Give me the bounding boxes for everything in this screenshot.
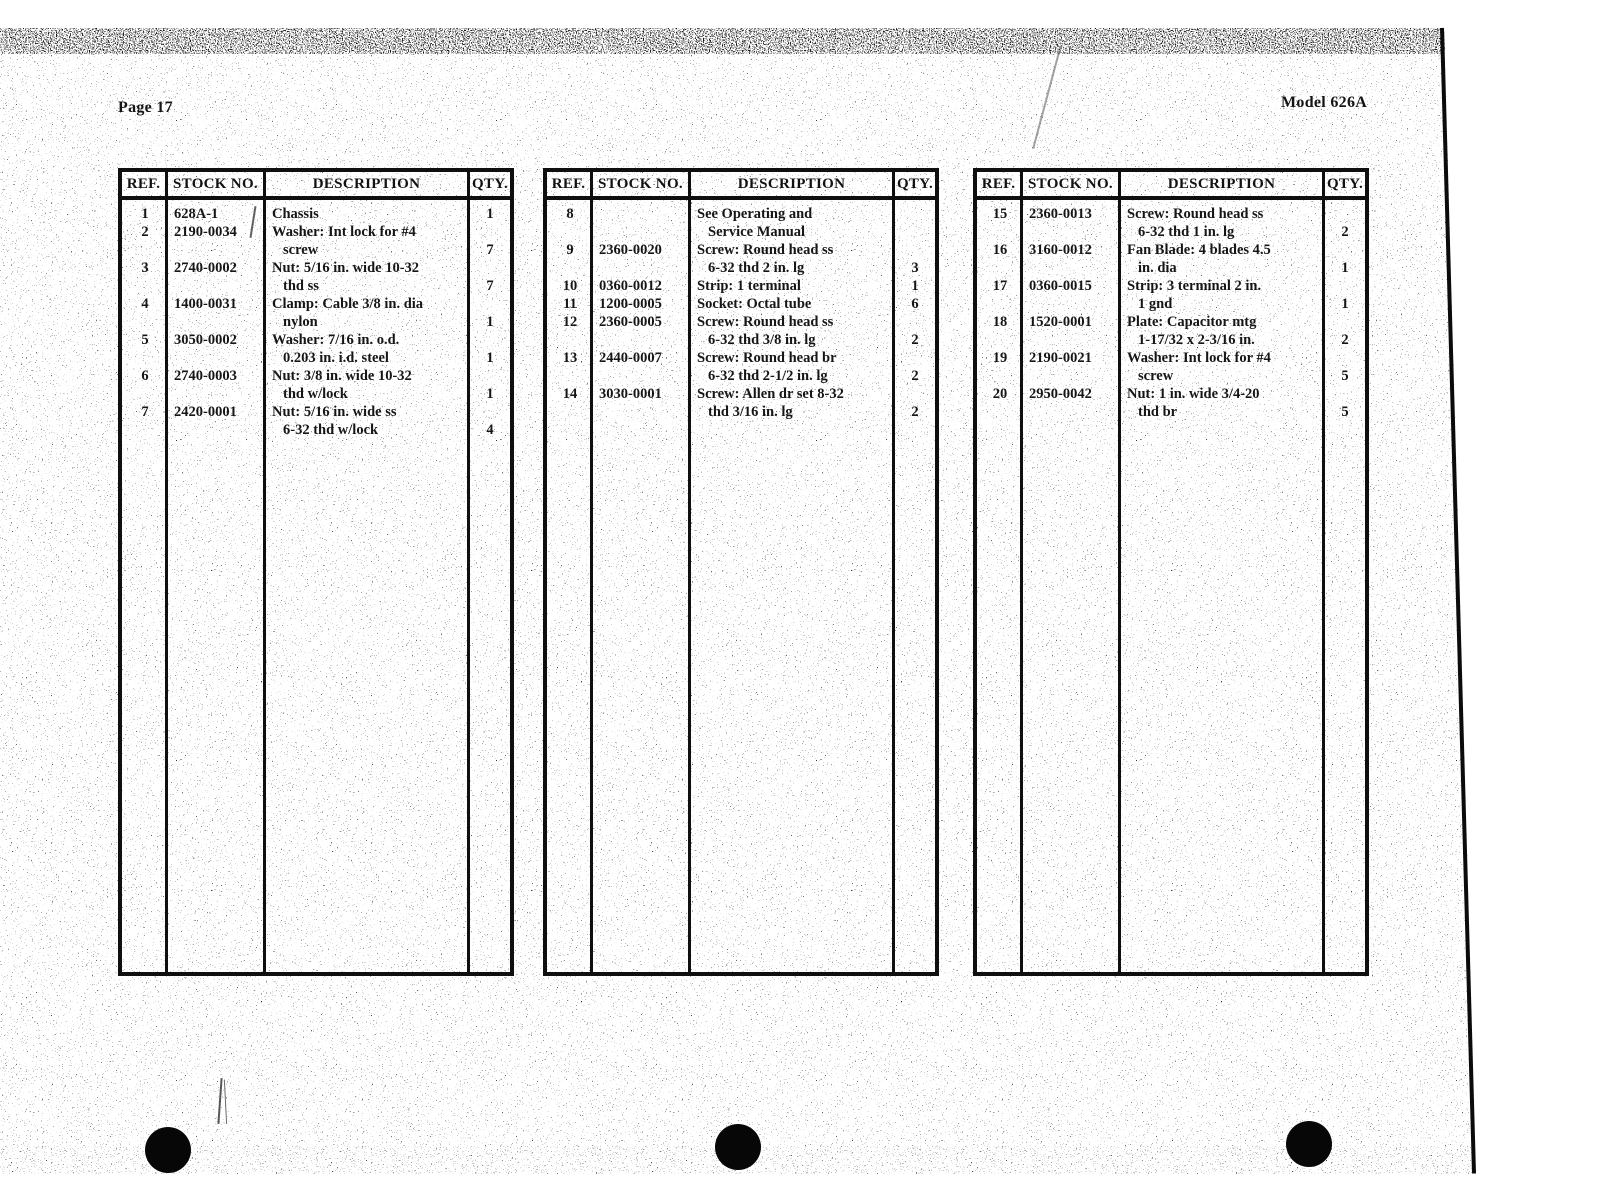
- column-header-ref: REF.: [977, 172, 1023, 196]
- description-line: Nut: 5/16 in. wide 10-32: [272, 260, 420, 276]
- description: [266, 295, 470, 331]
- stock-number: 3050-0002: [174, 332, 237, 348]
- quantity: 7: [486, 278, 494, 294]
- description-line: 6-32 thd w/lock: [283, 422, 379, 438]
- column-header-qty: QTY.: [471, 175, 509, 192]
- description: [266, 259, 470, 295]
- stock-number: 2740-0003: [174, 368, 237, 384]
- ref-number: 4: [141, 296, 149, 312]
- ref-number: 3: [141, 260, 149, 276]
- description: [266, 205, 470, 223]
- table-row: [977, 385, 1365, 421]
- ref-number: 8: [566, 206, 574, 222]
- description-line: Screw: Round head ss: [697, 314, 834, 330]
- table-row: [122, 331, 510, 367]
- description: [691, 241, 895, 277]
- table-body: [547, 200, 935, 972]
- column-header-ref: REF.: [547, 172, 593, 196]
- description-line: See Operating and: [697, 206, 813, 222]
- model-number-label: Model 626A: [1281, 94, 1368, 111]
- description-line: Strip: 3 terminal 2 in.: [1127, 278, 1262, 294]
- table-row: [547, 385, 935, 421]
- table-row: [547, 241, 935, 277]
- ref-number: 17: [992, 278, 1008, 294]
- quantity: 4: [486, 422, 494, 438]
- hole-punch: [145, 1127, 191, 1173]
- table-row: [977, 349, 1365, 385]
- quantity: 3: [911, 260, 919, 276]
- description-line: thd ss: [283, 278, 319, 294]
- quantity: 2: [911, 368, 919, 384]
- quantity: 2: [911, 332, 919, 348]
- quantity: 2: [1341, 332, 1349, 348]
- description-line: Screw: Round head ss: [1127, 206, 1264, 222]
- parts-table-2: [543, 168, 939, 976]
- parts-table-1: [118, 168, 514, 976]
- quantity: 2: [1341, 224, 1349, 240]
- ref-number: 18: [992, 314, 1008, 330]
- description-line: 6-32 thd 1 in. lg: [1138, 224, 1235, 240]
- page-number-label: Page 17: [118, 99, 173, 116]
- ref-number: 16: [992, 242, 1008, 258]
- column-header-qty: QTY.: [896, 175, 934, 192]
- table-header-row: [977, 172, 1365, 200]
- description-line: 6-32 thd 3/8 in. lg: [708, 332, 816, 348]
- table-header-row: [547, 172, 935, 200]
- description-line: Nut: 5/16 in. wide ss: [272, 404, 397, 420]
- description: [1121, 241, 1325, 277]
- table-row: [977, 277, 1365, 313]
- description-line: Nut: 1 in. wide 3/4-20: [1127, 386, 1260, 402]
- ref-number: 10: [562, 278, 578, 294]
- quantity: 1: [486, 314, 494, 330]
- description: [691, 277, 895, 295]
- description-line: Nut: 3/8 in. wide 10-32: [272, 368, 412, 384]
- description: [1121, 313, 1325, 349]
- description-line: thd w/lock: [283, 386, 348, 402]
- description-line: Screw: Round head ss: [697, 242, 834, 258]
- description: [691, 205, 895, 241]
- ref-number: 19: [992, 350, 1008, 366]
- column-header-stockno: STOCK NO.: [593, 172, 691, 196]
- table-row: [977, 313, 1365, 349]
- parts-table-3: [973, 168, 1369, 976]
- table-row: [547, 205, 935, 241]
- description-line: Washer: Int lock for #4: [272, 224, 416, 240]
- description-line: Washer: 7/16 in. o.d.: [272, 332, 400, 348]
- description-line: 0.203 in. i.d. steel: [283, 350, 389, 366]
- ref-number: 12: [562, 314, 578, 330]
- stock-number: 0360-0015: [1029, 278, 1092, 294]
- table-body: [977, 200, 1365, 972]
- description-line: nylon: [283, 314, 318, 330]
- stock-number: 2420-0001: [174, 404, 237, 420]
- ref-number: 2: [141, 224, 149, 240]
- stock-number: 3160-0012: [1029, 242, 1092, 258]
- quantity: 6: [911, 296, 919, 312]
- table-row: [977, 241, 1365, 277]
- quantity: 1: [1341, 260, 1349, 276]
- column-header-description: DESCRIPTION: [266, 172, 470, 196]
- stock-number: 2950-0042: [1029, 386, 1092, 402]
- table-row: [122, 205, 510, 223]
- table-body: [122, 200, 510, 972]
- table-row: [547, 295, 935, 313]
- ref-number: 9: [566, 242, 574, 258]
- table-header-row: [122, 172, 510, 200]
- description-line: in. dia: [1138, 260, 1177, 276]
- description-line: Screw: Allen dr set 8-32: [697, 386, 844, 402]
- stock-number: 2190-0021: [1029, 350, 1092, 366]
- stock-number: 1200-0005: [599, 296, 662, 312]
- table-row: [122, 223, 510, 259]
- ref-number: 15: [992, 206, 1008, 222]
- description: [266, 223, 470, 259]
- description: [691, 385, 895, 421]
- ref-number: 5: [141, 332, 149, 348]
- description: [266, 331, 470, 367]
- column-header-stockno: STOCK NO.: [1023, 172, 1121, 196]
- hole-punch: [715, 1124, 761, 1170]
- quantity: 7: [486, 242, 494, 258]
- description-line: screw: [1138, 368, 1174, 384]
- table-row: [977, 205, 1365, 241]
- quantity: 1: [486, 386, 494, 402]
- quantity: 1: [486, 206, 494, 222]
- ref-number: 20: [992, 386, 1008, 402]
- stock-number: 1520-0001: [1029, 314, 1092, 330]
- quantity: 5: [1341, 368, 1349, 384]
- description-line: 6-32 thd 2 in. lg: [708, 260, 805, 276]
- description: [1121, 385, 1325, 421]
- stock-number: 628A-1: [174, 206, 219, 222]
- ref-number: 13: [562, 350, 578, 366]
- description-line: Fan Blade: 4 blades 4.5: [1127, 242, 1271, 258]
- description-line: Clamp: Cable 3/8 in. dia: [272, 296, 424, 312]
- quantity: 5: [1341, 404, 1349, 420]
- stock-number: 0360-0012: [599, 278, 662, 294]
- stock-number: 2440-0007: [599, 350, 662, 366]
- ref-number: 6: [141, 368, 149, 384]
- table-row: [547, 277, 935, 295]
- description-line: Chassis: [272, 206, 319, 222]
- stock-number: 2360-0005: [599, 314, 662, 330]
- description: [266, 367, 470, 403]
- column-header-stockno: STOCK NO.: [168, 172, 266, 196]
- stock-number: 2740-0002: [174, 260, 237, 276]
- description-line: 1-17/32 x 2-3/16 in.: [1138, 332, 1255, 348]
- table-row: [122, 259, 510, 295]
- description: [691, 313, 895, 349]
- description-line: 1 gnd: [1138, 296, 1173, 312]
- table-row: [547, 313, 935, 349]
- description-line: thd 3/16 in. lg: [708, 404, 793, 420]
- description: [1121, 205, 1325, 241]
- description: [691, 295, 895, 313]
- description-line: Service Manual: [708, 224, 806, 240]
- quantity: 2: [911, 404, 919, 420]
- table-row: [122, 403, 510, 439]
- description-line: Socket: Octal tube: [697, 296, 812, 312]
- description: [266, 403, 470, 439]
- description-line: 6-32 thd 2-1/2 in. lg: [708, 368, 828, 384]
- ref-number: 7: [141, 404, 149, 420]
- quantity: 1: [1341, 296, 1349, 312]
- description: [1121, 277, 1325, 313]
- description-line: thd br: [1138, 404, 1178, 420]
- column-header-description: DESCRIPTION: [1121, 172, 1325, 196]
- stock-number: 2190-0034: [174, 224, 237, 240]
- description-line: Strip: 1 terminal: [697, 278, 801, 294]
- description-line: Washer: Int lock for #4: [1127, 350, 1271, 366]
- quantity: 1: [911, 278, 919, 294]
- column-header-description: DESCRIPTION: [691, 172, 895, 196]
- stock-number: 1400-0031: [174, 296, 237, 312]
- ref-number: 1: [141, 206, 149, 222]
- column-header-qty: QTY.: [1326, 175, 1364, 192]
- description-line: Plate: Capacitor mtg: [1127, 314, 1257, 330]
- table-row: [122, 367, 510, 403]
- description: [1121, 349, 1325, 385]
- description-line: screw: [283, 242, 319, 258]
- table-row: [547, 349, 935, 385]
- table-row: [122, 295, 510, 331]
- description: [691, 349, 895, 385]
- stock-number: 2360-0013: [1029, 206, 1092, 222]
- hole-punch: [1286, 1121, 1332, 1167]
- description-line: Screw: Round head br: [697, 350, 837, 366]
- column-header-ref: REF.: [122, 172, 168, 196]
- ref-number: 11: [563, 296, 577, 312]
- quantity: 1: [486, 350, 494, 366]
- stock-number: 2360-0020: [599, 242, 662, 258]
- stock-number: 3030-0001: [599, 386, 662, 402]
- ref-number: 14: [562, 386, 578, 402]
